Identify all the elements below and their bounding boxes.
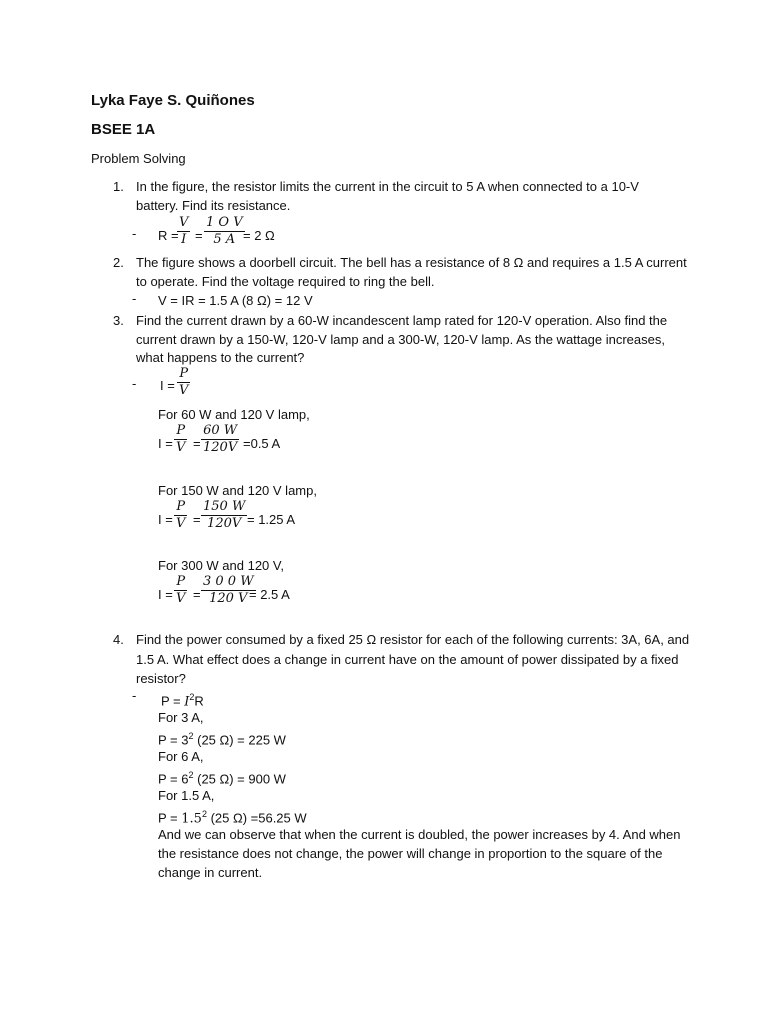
numerator: 3 0 0 W <box>203 574 254 589</box>
problem-3-case-1-fraction-p-over-v <box>174 424 187 455</box>
denominator: 120V <box>207 516 242 531</box>
problem-1-eq-rhs: = 2 Ω <box>243 228 275 243</box>
eq-prefix: P = 3 <box>158 732 189 748</box>
problem-3-case-3-label: For 300 W and 120 V, <box>158 558 284 573</box>
equals-sign: = <box>193 436 201 451</box>
problem-4-conclusion-line3: change in current. <box>158 865 263 880</box>
problem-3-text-line3: what happens to the current? <box>136 350 305 365</box>
formula-exponent: 2 <box>189 692 195 702</box>
problem-4-conclusion-line1: And we can observe that when the current is doubled, the power increases by 4. And when <box>158 827 681 842</box>
problem-4-case-2-equation <box>158 766 286 788</box>
problem-4-text-line1: Find the power consumed by a fixed 25 Ω resistor for each of the following currents: 3A, 6A, and <box>136 632 690 647</box>
problem-4-case-1-label: For 3 A, <box>158 710 204 725</box>
problem-4-case-1-equation <box>158 727 286 749</box>
problem-4-case-2-label: For 6 A, <box>158 749 204 764</box>
problem-3-text-line2: current drawn by a 150-W, 120-V lamp and a 300-W, 120-V lamp. As the wattage increases, <box>136 332 665 347</box>
bullet-dash: - <box>132 688 137 703</box>
bullet-dash: - <box>132 376 137 391</box>
problem-4-text-line2: 1.5 A. What effect does a change in current have on the amount of power dissipated by a fixed <box>136 652 679 667</box>
problem-4-case-3-label: For 1.5 A, <box>158 788 215 803</box>
problem-2-text-line2: to operate. Find the voltage required to ring the bell. <box>136 274 435 289</box>
formula-prefix: P = <box>161 693 185 709</box>
problem-3-case-2-lhs: I = <box>158 512 173 527</box>
problem-3-case-3-fraction-p-over-v <box>174 575 187 606</box>
course-label: BSEE 1A <box>91 121 156 138</box>
problem-3-case-2-fraction-p-over-v <box>174 500 187 531</box>
problem-2-answer: V = IR = 1.5 A (8 Ω) = 12 V <box>158 293 313 308</box>
denominator: 5 A <box>213 232 236 247</box>
problem-1-eq-lhs: R = <box>158 228 179 243</box>
problem-1-fraction-v-over-i <box>177 216 190 247</box>
author-name: Lyka Faye S. Quiñones <box>91 92 255 109</box>
bullet-dash: - <box>132 226 137 241</box>
numerator: P <box>176 499 186 514</box>
denominator: V <box>179 383 189 398</box>
problem-1-fraction-values <box>204 216 245 247</box>
bullet-dash: - <box>132 291 137 306</box>
problem-3-case-2-result: = 1.25 A <box>247 512 296 527</box>
problem-3-text-line1: Find the current drawn by a 60-W incandescent lamp rated for 120-V operation. Also find the <box>136 313 668 328</box>
numerator: 150 W <box>203 499 246 514</box>
numerator: P <box>179 366 189 381</box>
eq-suffix: (25 Ω) = 225 W <box>193 732 286 748</box>
denominator: V <box>176 516 186 531</box>
problem-3-case-3-lhs: I = <box>158 587 173 602</box>
numerator: P <box>176 574 186 589</box>
problem-3-case-2-fraction-values <box>201 500 247 531</box>
denominator: I <box>181 232 187 247</box>
eq-base: 1.5 <box>181 811 202 827</box>
problem-2-text-line1: The figure shows a doorbell circuit. The bell has a resistance of 8 Ω and requires a 1.5 A current <box>136 255 687 270</box>
problem-3-case-3-fraction-values <box>201 575 256 606</box>
problem-3-case-3-result: = 2.5 A <box>249 587 290 602</box>
numerator: P <box>176 423 186 438</box>
problem-3-formula-lhs: I = <box>160 378 175 393</box>
equals-sign: = <box>193 512 201 527</box>
equals-sign: = <box>193 587 201 602</box>
problem-3-case-1-lhs: I = <box>158 436 173 451</box>
denominator: 120 V <box>209 591 248 606</box>
problem-3-case-2-label: For 150 W and 120 V lamp, <box>158 483 317 498</box>
section-title: Problem Solving <box>91 151 186 166</box>
numerator: 60 W <box>203 423 238 438</box>
problem-1-text-line1: In the figure, the resistor limits the current in the circuit to 5 A when connected to a 10-V <box>136 179 639 194</box>
eq-prefix: P = <box>158 810 182 826</box>
problem-4-number: 4. <box>113 632 124 647</box>
problem-3-formula-fraction <box>177 367 190 398</box>
eq-exponent: 2 <box>188 770 194 780</box>
numerator: 1 O V <box>206 215 243 230</box>
problem-3-case-1-fraction-values <box>201 424 239 455</box>
denominator: V <box>176 591 186 606</box>
problem-1-number: 1. <box>113 179 124 194</box>
eq-prefix: P = 6 <box>158 771 189 787</box>
problem-4-text-line3: resistor? <box>136 671 186 686</box>
denominator: V <box>176 440 186 455</box>
eq-suffix: (25 Ω) = 900 W <box>193 771 286 787</box>
eq-suffix: (25 Ω) =56.25 W <box>206 810 307 826</box>
problem-2-number: 2. <box>113 255 124 270</box>
numerator: V <box>179 215 189 230</box>
formula-current-variable: I <box>184 694 190 710</box>
equals-sign: = <box>195 228 203 243</box>
eq-exponent: 2 <box>201 809 207 819</box>
problem-3-number: 3. <box>113 313 124 328</box>
eq-exponent: 2 <box>188 731 194 741</box>
problem-4-conclusion-line2: the resistance does not change, the power will change in proportion to the square of the <box>158 846 663 861</box>
problem-3-case-1-result: =0.5 A <box>243 436 281 451</box>
denominator: 120V <box>203 440 238 455</box>
problem-1-text-line2: battery. Find its resistance. <box>136 198 291 213</box>
formula-suffix: R <box>194 693 204 709</box>
problem-3-case-1-label: For 60 W and 120 V lamp, <box>158 407 310 422</box>
